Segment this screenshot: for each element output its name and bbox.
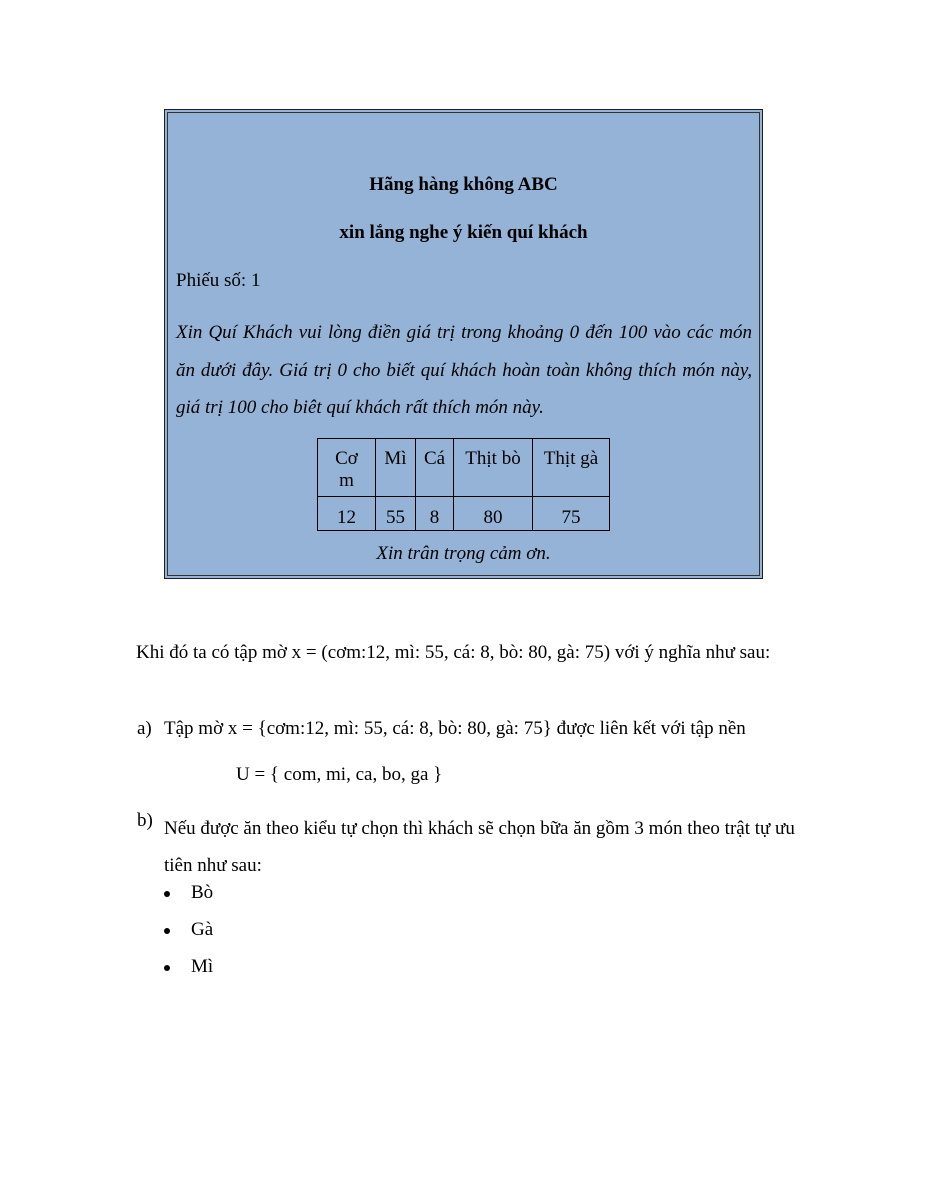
table-value-row <box>318 497 610 531</box>
table-header-row <box>318 439 610 497</box>
header-cell-ca: Cá <box>416 439 454 497</box>
value-cell-ca: 8 <box>416 497 454 531</box>
list-item-label: Bò <box>191 882 214 903</box>
body-paragraph: Khi đó ta có tập mờ x = (cơm:12, mì: 55, cá: 8, bò: 80, gà: 75) với ý nghĩa như sau: <box>136 642 771 663</box>
survey-instructions: Xin Quí Khách vui lòng điền giá trị trong khoảng 0 đến 100 vào các món ăn dưới đây. Giá trị 0 cho biết quí khách hoàn toàn không thích món này, giá trị 100 cho biêt quí khách rất thích món này. <box>176 322 752 418</box>
survey-box <box>164 109 763 579</box>
header-cell-mi: Mì <box>376 439 416 497</box>
list-item-label: Gà <box>191 919 214 940</box>
universe-set: U = { com, mi, ca, bo, ga } <box>236 764 443 785</box>
food-rating-table <box>317 438 610 531</box>
list-item-label: Mì <box>191 956 214 977</box>
header-cell-bo: Thịt bò <box>454 439 533 497</box>
item-a-text: Tập mờ x = {cơm:12, mì: 55, cá: 8, bò: 80, gà: 75} được liên kết với tập nền <box>164 718 746 739</box>
value-cell-mi: 55 <box>376 497 416 531</box>
thanks-text: Xin trân trọng cảm ơn. <box>376 543 551 564</box>
bullet-icon <box>164 891 170 897</box>
survey-subtitle: xin lắng nghe ý kiến quí khách <box>339 222 588 243</box>
item-b-label: b) <box>137 810 153 831</box>
header-cell-com: Cơ m <box>318 439 376 497</box>
ticket-number: Phiếu số: 1 <box>176 270 261 291</box>
survey-title: Hãng hàng không ABC <box>369 174 558 195</box>
bullet-icon <box>164 928 170 934</box>
item-b-text: Nếu được ăn theo kiểu tự chọn thì khách sẽ chọn bữa ăn gồm 3 món theo trật tự ưu tiên như sau: <box>164 818 795 876</box>
header-cell-ga: Thịt gà <box>533 439 610 497</box>
value-cell-ga: 75 <box>533 497 610 531</box>
value-cell-com: 12 <box>318 497 376 531</box>
bullet-icon <box>164 965 170 971</box>
item-a-label: a) <box>137 718 152 739</box>
value-cell-bo: 80 <box>454 497 533 531</box>
